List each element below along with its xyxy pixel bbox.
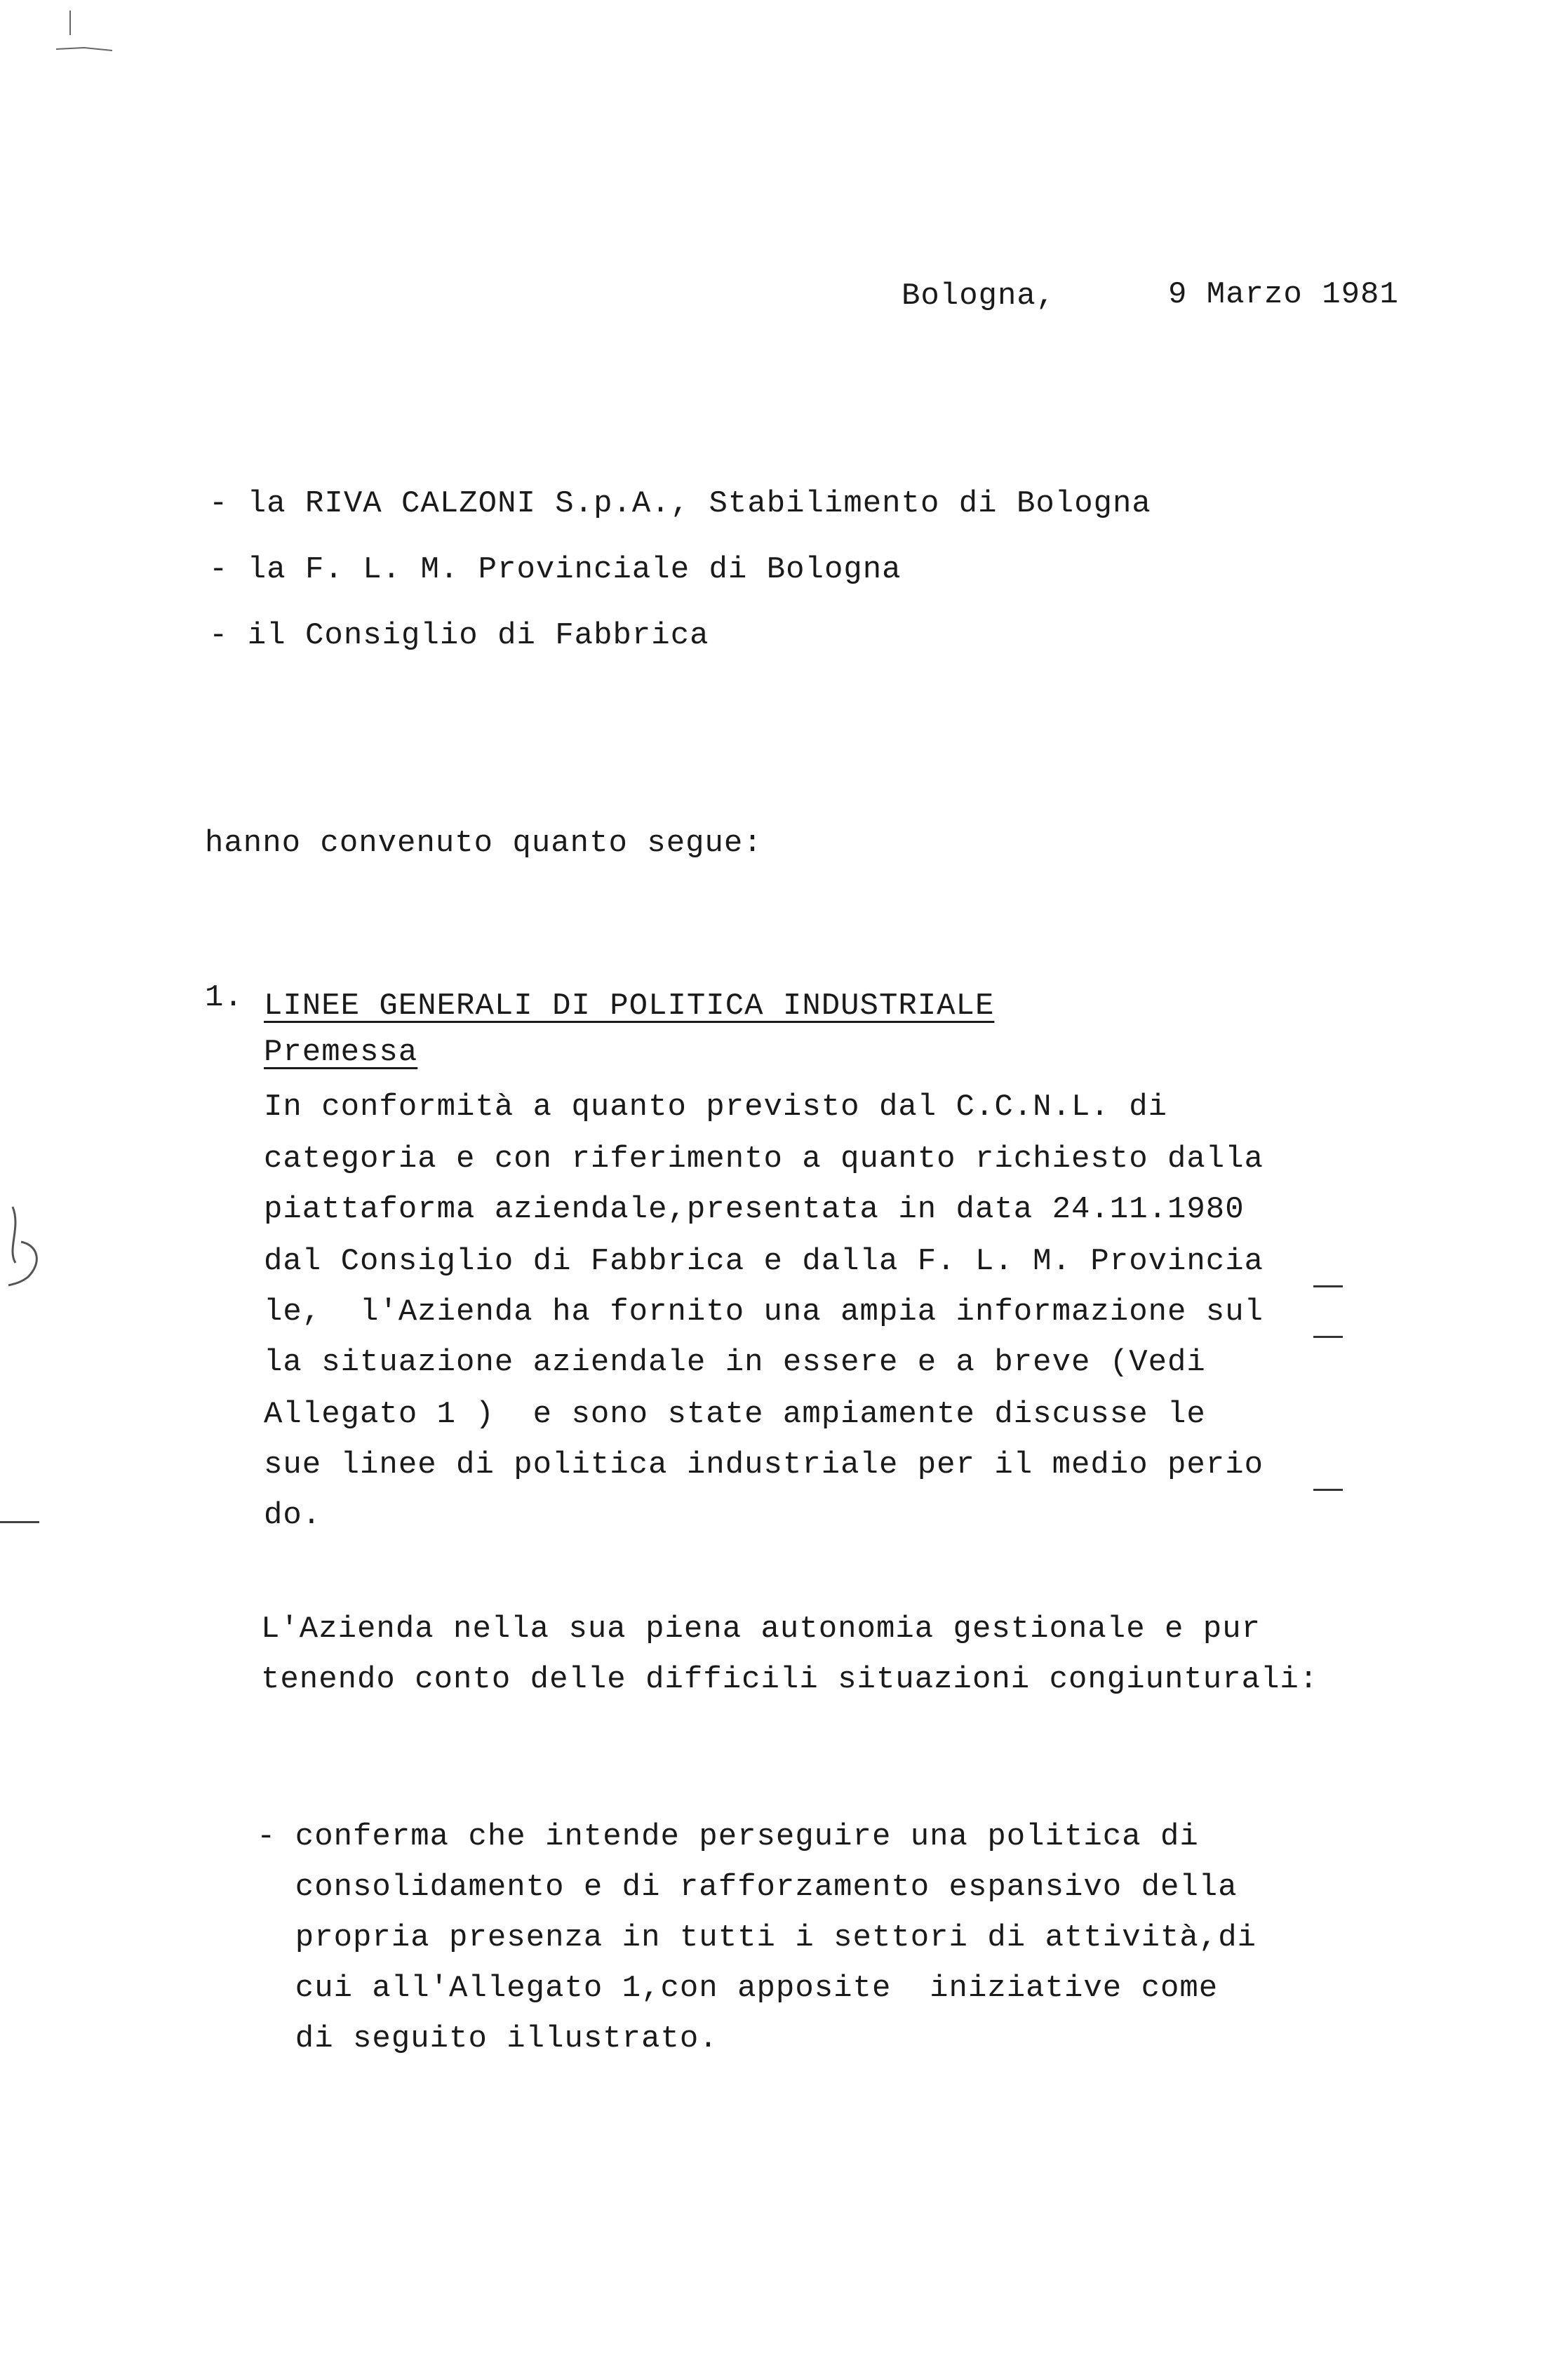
paragraph-line: Allegato 1 ) e sono state ampiamente discusse le (264, 1397, 1206, 1432)
party-item: - il Consiglio di Fabbrica (209, 618, 709, 653)
section-number: 1. (205, 980, 243, 1015)
paragraph-line: In conformità a quanto previsto dal C.C.N.L. di (264, 1090, 1168, 1125)
margin-tick (0, 1521, 39, 1523)
paragraph-line: sue linee di politica industriale per il medio perio (264, 1447, 1264, 1482)
paragraph-line: piattaforma aziendale,presentata in data 24.11.1980 (264, 1192, 1245, 1227)
section-subtitle: Premessa (264, 1035, 418, 1070)
bullet-line: propria presenza in tutti i settori di attività,di (257, 1920, 1257, 1955)
section-title: LINEE GENERALI DI POLITICA INDUSTRIALE (264, 989, 995, 1024)
paragraph-line: do. (264, 1498, 322, 1533)
hyphen-mark (1313, 1336, 1343, 1338)
hyphen-mark (1313, 1285, 1343, 1287)
bullet-line: consolidamento e di rafforzamento espansivo della (257, 1870, 1238, 1905)
bullet-line: cui all'Allegato 1,con apposite iniziative come (257, 1971, 1219, 2006)
party-item: - la F. L. M. Provinciale di Bologna (209, 552, 902, 587)
date-text: 9 Marzo 1981 (1168, 277, 1399, 312)
hyphen-mark (1313, 1489, 1343, 1491)
party-item: - la RIVA CALZONI S.p.A., Stabilimento di Bologna (209, 486, 1151, 521)
corner-mark (28, 7, 133, 77)
paragraph-line: la situazione aziendale in essere e a breve (Vedi (264, 1345, 1206, 1380)
paragraph-line: le, l'Azienda ha fornito una ampia informazione sul (264, 1294, 1264, 1330)
paragraph-line: L'Azienda nella sua piena autonomia gestionale e pur (261, 1612, 1261, 1647)
margin-scribble (0, 1200, 49, 1305)
bullet-line: di seguito illustrato. (257, 2021, 718, 2056)
paragraph-line: dal Consiglio di Fabbrica e dalla F. L. M. Provincia (264, 1244, 1264, 1279)
paragraph-line: tenendo conto delle difficili situazioni congiunturali: (261, 1662, 1319, 1697)
bullet-line: - conferma che intende perseguire una politica di (257, 1819, 1199, 1854)
place-text: Bologna, (902, 279, 1056, 314)
paragraph-line: categoria e con riferimento a quanto richiesto dalla (264, 1142, 1264, 1177)
intro-text: hanno convenuto quanto segue: (205, 826, 763, 861)
